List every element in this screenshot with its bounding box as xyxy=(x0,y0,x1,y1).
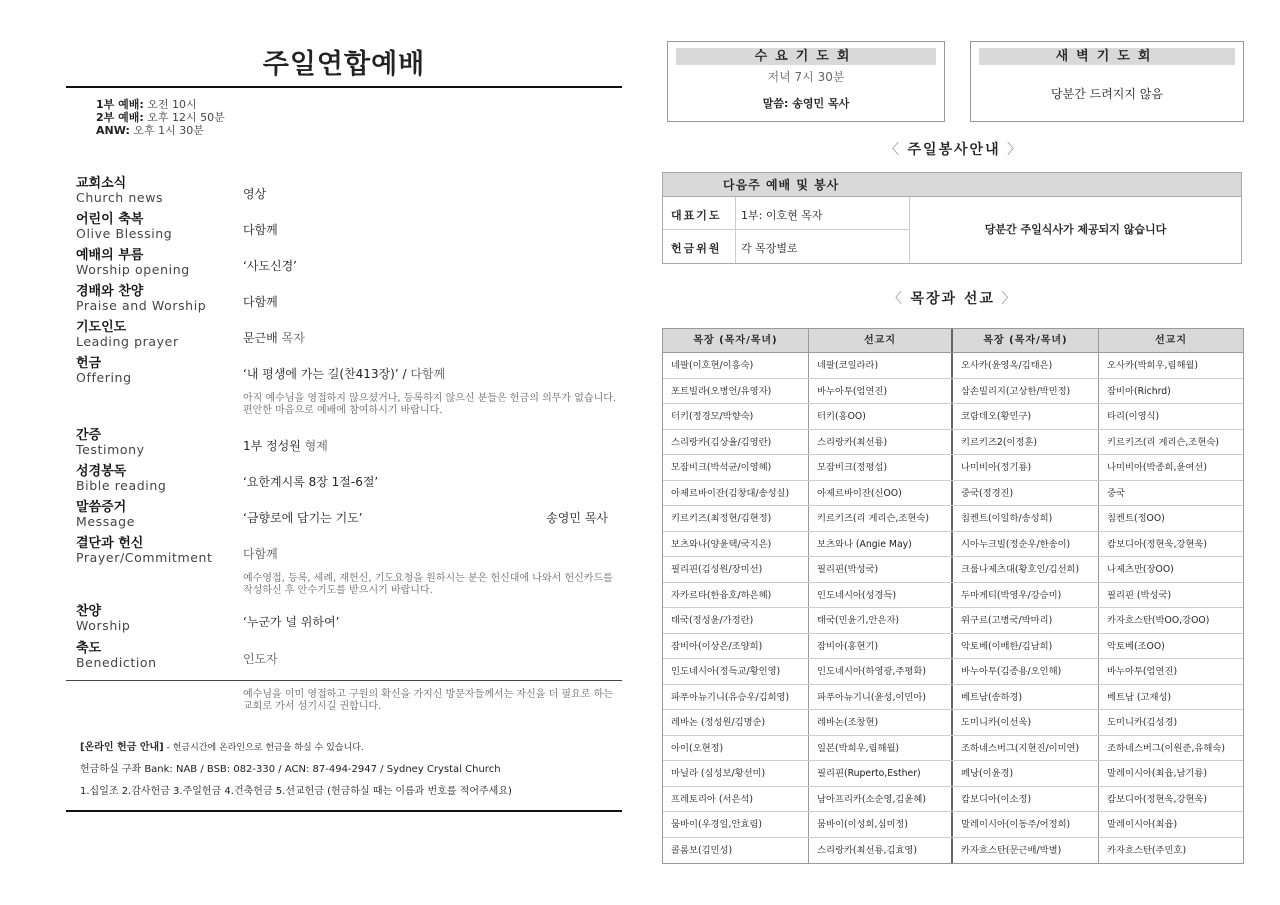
table-cell: 인도네시아(정득교/황인영) xyxy=(663,659,809,684)
table-cell: 뭄바이(이성희,심미정) xyxy=(809,812,953,837)
table-cell: 필리핀(김성원/장미선) xyxy=(663,557,809,582)
table-cell: 레바논(조창현) xyxy=(809,710,953,735)
table-cell: 중국 xyxy=(1107,487,1125,499)
table-cell: 캄보디아(정현욱,강현욱) xyxy=(1107,538,1208,550)
table-cell: 레바논 (정성원/김명순) xyxy=(663,710,809,735)
table-cell: 키르키즈2(이정훈) xyxy=(953,430,1099,455)
table-cell: 아제르바이잔(신OO) xyxy=(809,481,953,506)
order-item-en: Message xyxy=(76,514,135,529)
order-item-en: Church news xyxy=(76,190,164,205)
table-cell: 도미니카(김성경) xyxy=(1107,717,1178,728)
table-cell: 콜롬보(김민성) xyxy=(663,838,809,864)
service-table xyxy=(662,172,1242,264)
order-item-ko: 결단과 헌신 xyxy=(76,536,144,551)
table-cell: 파푸아뉴기니(유승우/김희영) xyxy=(663,685,809,710)
table-cell: 인도네시아(성경득) xyxy=(809,583,953,608)
table-cell: 모잠비크(박석균/이영혜) xyxy=(663,455,809,480)
order-item xyxy=(66,284,622,313)
table-cell: 카자흐스탄(주민호) xyxy=(1107,844,1187,856)
table-cell: 잠비아(Richrd) xyxy=(1107,385,1171,397)
table-cell: 페낭(이윤경) xyxy=(953,761,1099,786)
table-cell: 키르키즈(리 게리슨,조현숙) xyxy=(809,506,953,531)
table-cell: 도미니카(이선욱) xyxy=(953,710,1099,735)
order-item xyxy=(66,641,622,670)
mission-table-header: 목장 (목자/목녀) 선교지 목장 (목자/목녀) 선교지 xyxy=(663,329,1243,353)
order-item-en: Leading prayer xyxy=(76,334,179,349)
dawn-message: 당분간 드려지지 않음 xyxy=(1051,87,1163,101)
table-cell: 터키(홍OO) xyxy=(809,404,953,429)
order-item-ko: 기도인도 xyxy=(76,320,127,335)
order-item-value: ‘누군가 널 위하여’ xyxy=(243,615,340,629)
table-row xyxy=(663,710,1243,736)
order-item-value: 다함께 xyxy=(243,223,278,237)
table-cell: 말레이시아(최윱) xyxy=(1107,819,1178,830)
order-item xyxy=(66,212,622,241)
table-cell: 키르키즈(리 게리슨,조현숙) xyxy=(1107,436,1219,448)
table-cell: 타리(이영식) xyxy=(1107,411,1160,422)
table-cell: 나미비아(박종희,윤여선) xyxy=(1107,462,1208,473)
service-header: 다음주 예배 및 봉사 xyxy=(663,173,1241,197)
table-cell: 스리랑카(김상율/김영란) xyxy=(663,430,809,455)
table-row xyxy=(663,583,1243,609)
table-cell: 태국(민윤기,안은자) xyxy=(809,608,953,633)
table-cell: 태국(정성윤/가정란) xyxy=(663,608,809,633)
order-item-value: 인도자 xyxy=(243,652,278,666)
table-cell: 오사카(박희우,림해월) xyxy=(1107,360,1199,371)
service-time-line: 1부 예배: 오전 10시 xyxy=(96,98,197,111)
table-cell: 오사카(윤영옥/김태은) xyxy=(953,353,1099,378)
table-cell: 아이(오현정) xyxy=(663,736,809,761)
order-item-preacher: 송영민 목사 xyxy=(546,511,608,525)
order-item xyxy=(66,248,622,277)
dawn-prayer-box xyxy=(970,41,1244,122)
order-item xyxy=(66,320,622,349)
service-row: 대표기도 1부: 이호현 목자 xyxy=(663,197,909,230)
table-row xyxy=(663,379,1243,405)
table-cell: 삼손빌리지(고상한/박민정) xyxy=(953,379,1099,404)
table-cell: 스리랑카(최선룡,김효영) xyxy=(809,838,953,864)
table-cell: 바누아투(엄연진) xyxy=(809,379,953,404)
service-time-line: ANW: 오후 1시 30분 xyxy=(96,124,204,137)
table-cell: 일본(박희우,림해월) xyxy=(809,736,953,761)
order-item xyxy=(66,356,622,385)
order-note: 예수영접, 등록, 세례, 재헌신, 기도요청을 원하시는 분은 헌신대에 나와서 헌신카드를 작성하신 후 안수기도를 받으시기 바랍니다. xyxy=(243,573,613,596)
bank-info: 헌금하실 구좌 Bank: NAB / BSB: 082-330 / ACN: 87-494-2947 / Sydney Crystal Church xyxy=(80,764,501,775)
order-of-worship-panel xyxy=(66,30,622,812)
order-item-value: ‘요한계시록 8장 1절-6절’ xyxy=(243,475,379,489)
dawn-title: 새벽기도회 xyxy=(979,48,1235,65)
table-cell: 바누아투(김종용/오인해) xyxy=(953,659,1099,684)
order-item-ko: 성경봉독 xyxy=(76,464,127,479)
order-item-en: Olive Blessing xyxy=(76,226,173,241)
table-cell: 잠비아(이상은/조양희) xyxy=(663,634,809,659)
table-cell: 카자흐스탄(문근배/박별) xyxy=(953,838,1099,864)
worship-order xyxy=(66,176,622,670)
table-cell: 터키(정경모/박향숙) xyxy=(663,404,809,429)
table-cell: 필리핀(Ruperto,Esther) xyxy=(809,761,953,786)
table-row xyxy=(663,481,1243,507)
service-times xyxy=(66,88,622,137)
order-item-value: 1부 정성원 형제 xyxy=(243,439,328,453)
page-title: 주일연합예배 xyxy=(66,30,622,88)
order-item-value: 다함께 xyxy=(243,295,278,309)
order-item-en: Prayer/Commitment xyxy=(76,550,213,565)
order-item xyxy=(66,176,622,205)
order-item-ko: 어린이 축복 xyxy=(76,212,144,227)
wednesday-title: 수요기도회 xyxy=(676,48,936,65)
mission-table xyxy=(662,328,1244,864)
table-row xyxy=(663,353,1243,379)
table-cell: 모잠비크(정평섭) xyxy=(809,455,953,480)
order-item-ko: 간증 xyxy=(76,428,102,443)
table-cell: 네팔(이호현/이흥숙) xyxy=(663,353,809,378)
table-row xyxy=(663,787,1243,813)
offering-types: 1.십일조 2.감사헌금 3.주일헌금 4.건축헌금 5.선교헌금 (헌금하실 때는 이름과 번호를 적어주세요) xyxy=(80,786,512,797)
order-item-en: Bible reading xyxy=(76,478,167,493)
table-row xyxy=(663,455,1243,481)
table-cell: 캄보디아(이소정) xyxy=(953,787,1099,812)
wednesday-prayer-box xyxy=(667,41,945,122)
table-cell: 조하네스버그(이원준,유해숙) xyxy=(1107,742,1225,754)
table-row xyxy=(663,430,1243,456)
table-row xyxy=(663,812,1243,838)
wednesday-time: 저녁 7시 30분 xyxy=(767,70,845,84)
table-row xyxy=(663,608,1243,634)
service-section-title: 〈 주일봉사안내 〉 xyxy=(885,142,1024,158)
order-item-en: Testimony xyxy=(76,442,145,457)
table-cell: 크룹나제츠대(황호인/김선희) xyxy=(953,557,1099,582)
order-item xyxy=(66,604,622,633)
online-desc: - 헌금시간에 온라인으로 헌금을 하실 수 있습니다. xyxy=(163,743,364,753)
order-item-ko: 말씀증거 xyxy=(76,500,127,515)
service-row: 헌금위원 각 목장별로 xyxy=(663,230,909,263)
order-item-value: ‘내 평생에 가는 길(찬413장)’ / 다함께 xyxy=(243,367,446,381)
table-cell: 남아프리카(소순영,김윤혜) xyxy=(809,787,953,812)
table-cell: 마닐라 (심성보/황선미) xyxy=(663,761,809,786)
divider xyxy=(66,680,622,681)
table-cell: 키르키즈(최정현/김현정) xyxy=(663,506,809,531)
table-cell: 두마게티(박영우/강승미) xyxy=(953,583,1099,608)
table-cell: 악토베(조OO) xyxy=(1107,640,1165,652)
table-cell: 뭄바이(우경일,안효림) xyxy=(663,812,809,837)
online-offering xyxy=(66,737,622,803)
order-item xyxy=(66,500,622,529)
table-cell: 파푸아뉴기니(윤성,이민아) xyxy=(809,685,953,710)
order-item-ko: 예배의 부름 xyxy=(76,248,144,263)
table-cell: 바누아투(엄연진) xyxy=(1107,666,1178,677)
table-cell: 침켄트(정OO) xyxy=(1107,513,1165,524)
service-time-line: 2부 예배: 오후 12시 50분 xyxy=(96,111,225,124)
table-cell: 시아누크빌(정순우/한송이) xyxy=(953,532,1099,557)
table-row xyxy=(663,685,1243,711)
table-row xyxy=(663,634,1243,660)
table-cell: 말레이시아(최윱,남기룡) xyxy=(1107,768,1208,779)
table-cell: 스리랑카(최선룡) xyxy=(809,430,953,455)
visitor-note: 예수님을 이미 영접하고 구원의 확신을 가지신 방문자들께서는 자신을 더 필요로 하는 교회로 가서 섬기시길 권합니다. xyxy=(243,689,613,712)
table-row xyxy=(663,761,1243,787)
table-cell: 코람데오(황민구) xyxy=(953,404,1099,429)
order-item xyxy=(66,464,622,493)
order-item-value: 다함께 xyxy=(243,547,278,561)
table-cell: 베트남(송하경) xyxy=(953,685,1099,710)
table-cell: 필리핀(박성국) xyxy=(809,557,953,582)
order-item-ko: 헌금 xyxy=(76,356,102,371)
order-item-en: Praise and Worship xyxy=(76,298,207,313)
table-row xyxy=(663,736,1243,762)
table-cell: 필리핀 (박성국) xyxy=(1107,589,1172,601)
online-title: [온라인 헌금 안내] xyxy=(80,742,164,753)
mission-section-title: 〈 목장과 선교 〉 xyxy=(888,291,1018,307)
order-item-value: ‘사도신경’ xyxy=(243,259,297,273)
order-item xyxy=(66,536,622,565)
order-item-value: 영상 xyxy=(243,187,267,201)
order-item-ko: 찬양 xyxy=(76,604,102,619)
table-cell: 보츠와나(양윤택/국지은) xyxy=(663,532,809,557)
wednesday-speaker: 말씀: 송영민 목사 xyxy=(762,97,850,110)
table-cell: 잠비아(홍현기) xyxy=(809,634,953,659)
table-cell: 위구르(고병국/박마리) xyxy=(953,608,1099,633)
table-cell: 베트남 (고재성) xyxy=(1107,691,1172,703)
order-item-en: Worship opening xyxy=(76,262,190,277)
table-cell: 자카르타(한융호/하은혜) xyxy=(663,583,809,608)
table-row xyxy=(663,557,1243,583)
table-cell: 중국(정경진) xyxy=(953,481,1099,506)
table-cell: 나제츠만(장OO) xyxy=(1107,564,1174,575)
meal-notice: 당분간 주일식사가 제공되지 않습니다 xyxy=(909,197,1241,263)
table-cell: 프레토리아 (서은석) xyxy=(663,787,809,812)
table-cell: 포트빌라(오병언/유영자) xyxy=(663,379,809,404)
order-item-value: ‘금향로에 담기는 기도’ xyxy=(243,511,363,525)
order-item xyxy=(66,428,622,457)
table-cell: 보츠와나 (Angie May) xyxy=(809,532,953,557)
table-cell: 인도네시아(하영광,주평화) xyxy=(809,659,953,684)
table-cell: 조하네스버그(지현진/이미연) xyxy=(953,736,1099,761)
divider xyxy=(66,810,622,812)
table-row xyxy=(663,506,1243,532)
order-note: 아직 예수님을 영접하지 않으셨거나, 등록하지 않으신 분들은 헌금의 의무가 없습니다. 편안한 마음으로 예배에 참여하시기 바랍니다. xyxy=(243,393,617,416)
table-cell: 네팔(코일라라) xyxy=(809,353,953,378)
table-cell: 캄보디아(정현욱,강현욱) xyxy=(1107,793,1208,805)
table-row xyxy=(663,838,1243,864)
order-item-value: 문근배 목자 xyxy=(243,331,305,345)
table-row xyxy=(663,404,1243,430)
order-item-ko: 축도 xyxy=(76,641,102,656)
table-cell: 악토베(이배한/김남희) xyxy=(953,634,1099,659)
table-cell: 아제르바이잔(김창대/송성실) xyxy=(663,481,809,506)
order-item-en: Worship xyxy=(76,618,131,633)
table-cell: 말레이시아(이동주/어정희) xyxy=(953,812,1099,837)
table-row xyxy=(663,532,1243,558)
table-row xyxy=(663,659,1243,685)
order-item-ko: 교회소식 xyxy=(76,176,127,191)
order-item-en: Benediction xyxy=(76,655,157,670)
table-cell: 카자흐스탄(박OO,강OO) xyxy=(1107,615,1210,626)
table-cell: 나미비아(정기룡) xyxy=(953,455,1099,480)
table-cell: 침켄트(이일하/송성희) xyxy=(953,506,1099,531)
order-item-ko: 경배와 찬양 xyxy=(76,284,144,299)
order-item-en: Offering xyxy=(76,370,132,385)
